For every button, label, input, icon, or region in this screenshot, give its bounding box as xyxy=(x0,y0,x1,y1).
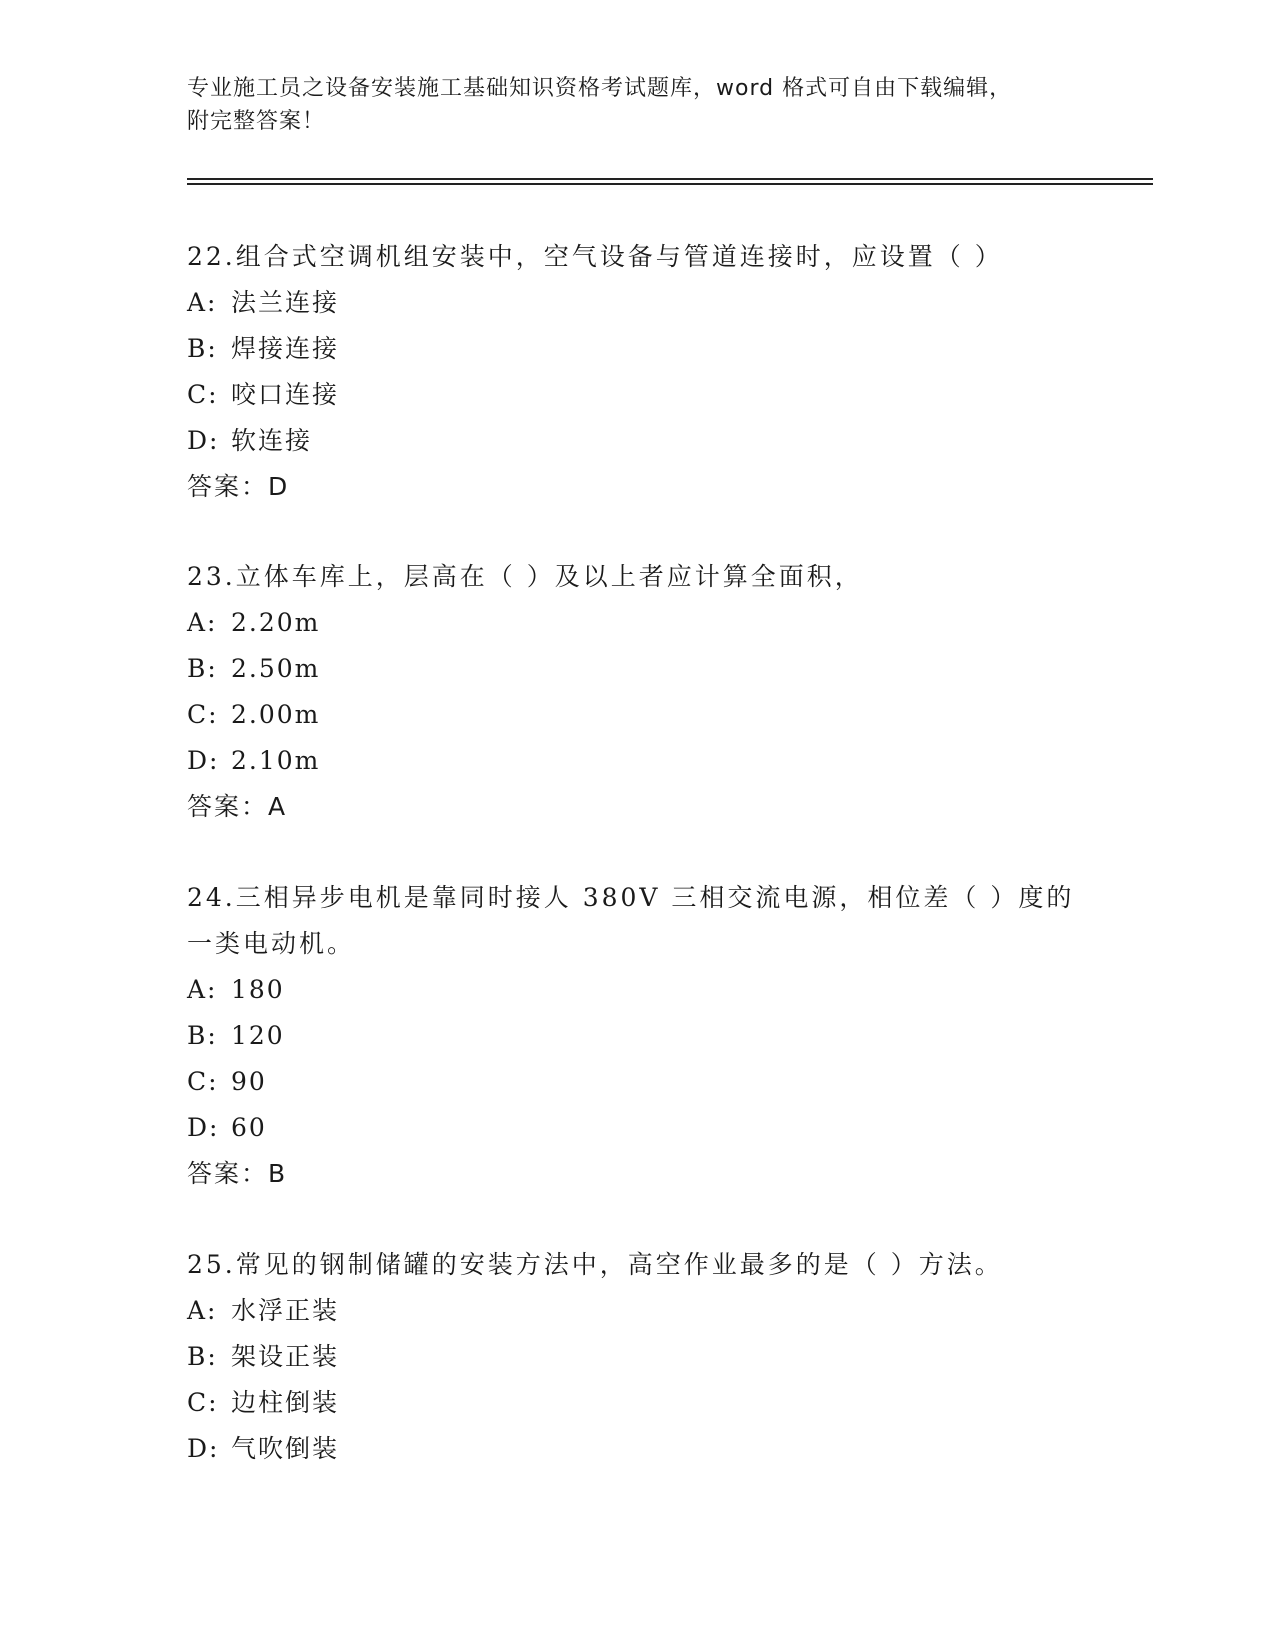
option-b xyxy=(187,646,1087,692)
option-letter: B: xyxy=(187,334,218,363)
option-text: 60 xyxy=(231,1113,267,1142)
option-text: 边柱倒装 xyxy=(231,1388,340,1417)
question-stem: 24.三相异步电机是靠同时接人 380V 三相交流电源，相位差（ ）度的一类电动机。 xyxy=(187,883,1075,958)
option-text: 气吹倒装 xyxy=(231,1434,340,1463)
option-b xyxy=(187,1013,1087,1059)
option-a xyxy=(187,1288,1087,1334)
option-text: 2.10m xyxy=(231,746,321,775)
option-text: 焊接连接 xyxy=(231,334,340,363)
option-letter: C: xyxy=(187,700,219,729)
option-d xyxy=(187,1426,1087,1472)
question-24 xyxy=(187,875,1087,1197)
option-c xyxy=(187,692,1087,738)
option-text: 180 xyxy=(231,975,285,1004)
option-letter: A: xyxy=(187,608,218,637)
option-text: 90 xyxy=(231,1067,267,1096)
option-text: 120 xyxy=(231,1021,285,1050)
header-line-2: 附完整答案！ xyxy=(187,109,326,134)
option-text: 架设正装 xyxy=(231,1342,340,1371)
question-22 xyxy=(187,234,1087,510)
option-letter: C: xyxy=(187,1388,219,1417)
answer: 答案：A xyxy=(187,792,288,821)
option-letter: A: xyxy=(187,975,218,1004)
question-stem: 22.组合式空调机组安装中，空气设备与管道连接时，应设置（ ） xyxy=(187,242,1003,271)
option-c xyxy=(187,1059,1087,1105)
option-letter: D: xyxy=(187,1113,220,1142)
option-c xyxy=(187,1380,1087,1426)
option-letter: A: xyxy=(187,288,218,317)
document-header xyxy=(187,72,1067,138)
option-text: 2.20m xyxy=(231,608,321,637)
option-letter: D: xyxy=(187,746,220,775)
option-text: 水浮正装 xyxy=(231,1296,340,1325)
option-a xyxy=(187,280,1087,326)
header-divider-bottom xyxy=(187,183,1153,185)
option-letter: B: xyxy=(187,1342,218,1371)
question-stem: 25.常见的钢制储罐的安装方法中，高空作业最多的是（ ）方法。 xyxy=(187,1250,1003,1279)
option-text: 咬口连接 xyxy=(231,380,340,409)
option-letter: C: xyxy=(187,380,219,409)
option-d xyxy=(187,1105,1087,1151)
option-letter: D: xyxy=(187,1434,220,1463)
option-letter: A: xyxy=(187,1296,218,1325)
header-line-1: 专业施工员之设备安装施工基础知识资格考试题库，word 格式可自由下载编辑， xyxy=(187,76,1013,101)
option-d xyxy=(187,418,1087,464)
option-a xyxy=(187,967,1087,1013)
answer: 答案：D xyxy=(187,472,290,501)
option-d xyxy=(187,738,1087,784)
answer: 答案：B xyxy=(187,1159,288,1188)
option-a xyxy=(187,600,1087,646)
option-c xyxy=(187,372,1087,418)
question-25 xyxy=(187,1242,1087,1472)
option-text: 软连接 xyxy=(231,426,313,455)
option-b xyxy=(187,1334,1087,1380)
option-text: 法兰连接 xyxy=(231,288,340,317)
option-letter: D: xyxy=(187,426,220,455)
header-divider-top xyxy=(187,178,1153,180)
option-text: 2.50m xyxy=(231,654,321,683)
option-b xyxy=(187,326,1087,372)
option-letter: C: xyxy=(187,1067,219,1096)
option-letter: B: xyxy=(187,1021,218,1050)
option-letter: B: xyxy=(187,654,218,683)
question-stem: 23.立体车库上，层高在（ ）及以上者应计算全面积， xyxy=(187,562,863,591)
question-23 xyxy=(187,554,1087,830)
option-text: 2.00m xyxy=(231,700,321,729)
